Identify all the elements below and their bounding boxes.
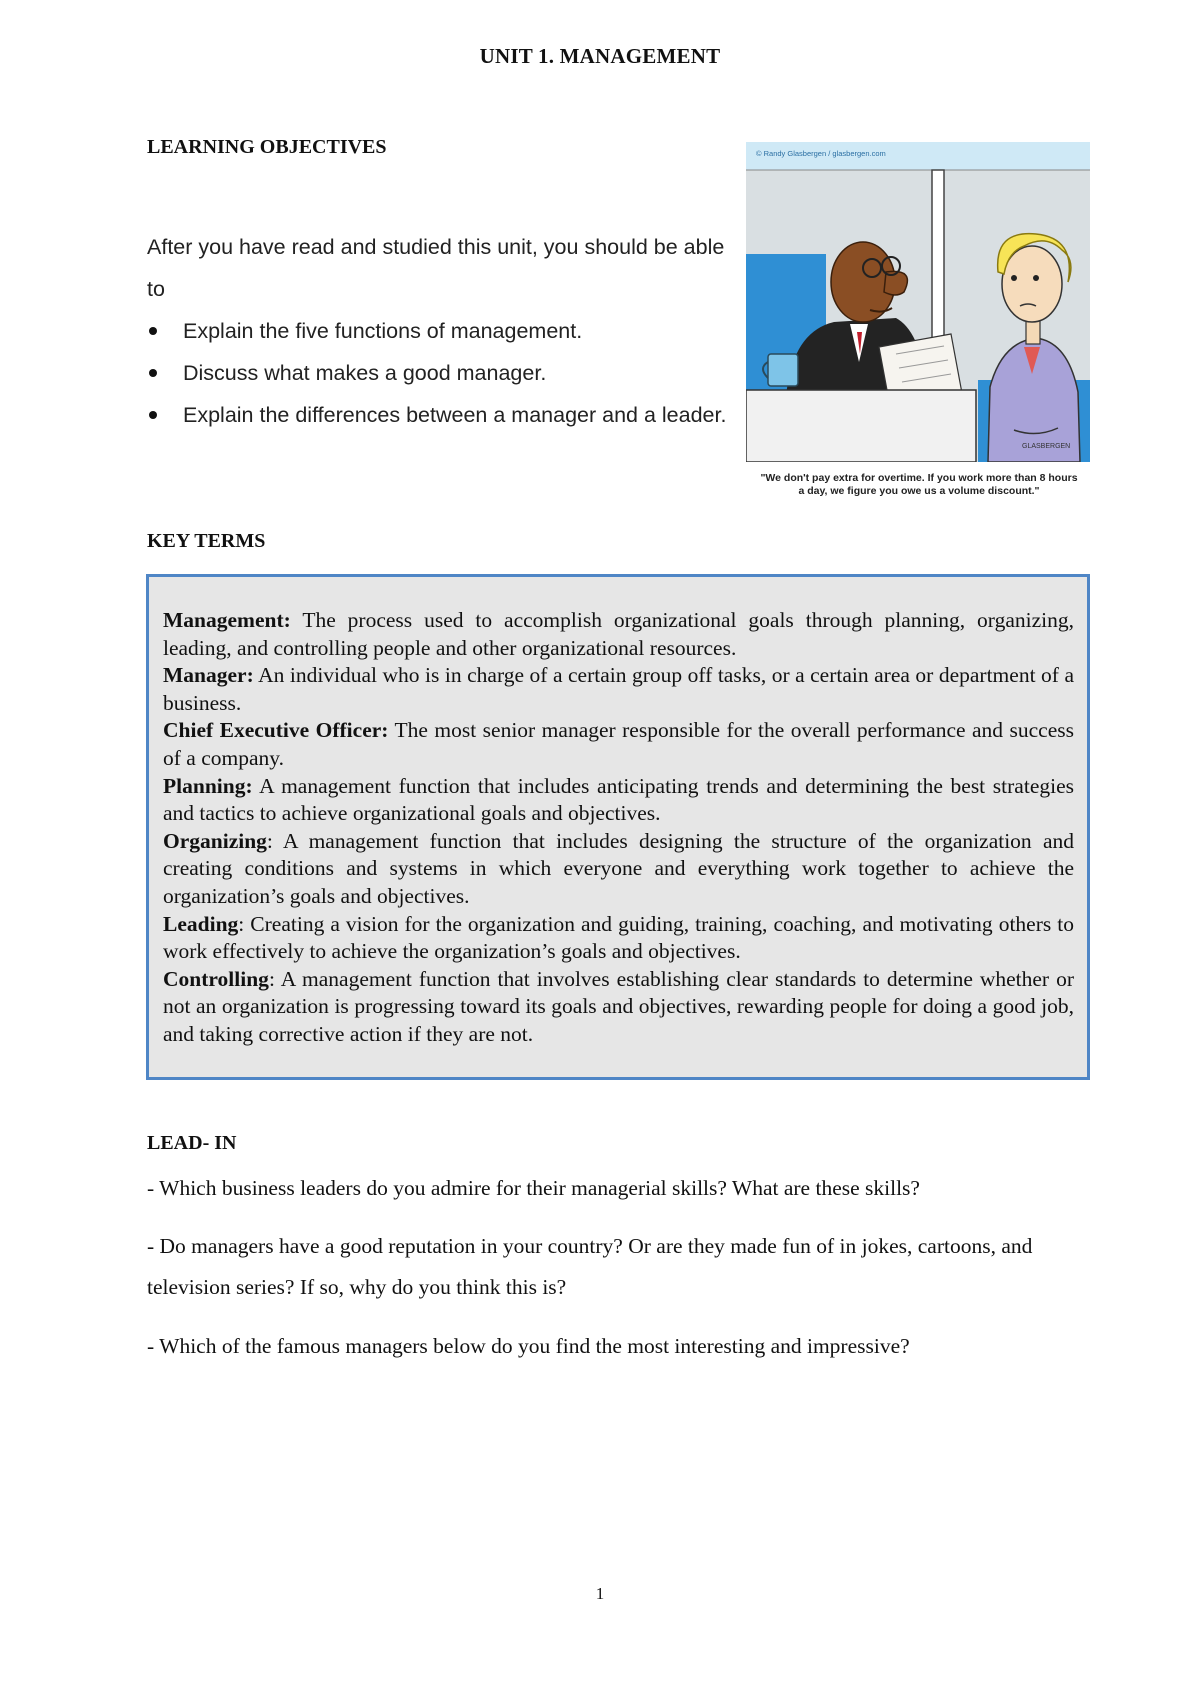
lead-in-question: - Do managers have a good reputation in your country? Or are they made fun of in jokes, cartoons, and television series? If so, why do you think this is? [147, 1234, 1033, 1299]
term-entry-leading [163, 911, 1074, 966]
term-entry-management [163, 607, 1074, 662]
term-label: Management: [163, 608, 291, 632]
lead-in-question: - Which of the famous managers below do you find the most interesting and impressive? [147, 1334, 910, 1358]
term-definition: The process used to accomplish organizational goals through planning, organizing, leading, and controlling people and other organizational resources. [163, 608, 1074, 660]
objectives-intro: After you have read and studied this unit, you should be able to [147, 235, 725, 301]
objective-item: Explain the five functions of management. [147, 310, 727, 352]
term-label: Controlling [163, 966, 269, 991]
lead-in-question: - Which business leaders do you admire for their managerial skills? What are these skills? [147, 1176, 920, 1200]
learning-objectives [147, 226, 727, 436]
objective-item: Explain the differences between a manager and a leader. [147, 394, 727, 436]
term-label: Organizing [163, 828, 267, 853]
cartoon-caption: "We don't pay extra for overtime. If you work more than 8 hours a day, we figure you owe us a volume discount." [760, 472, 1078, 497]
cartoon-signature: GLASBERGEN [1022, 443, 1071, 450]
term-label: Chief Executive Officer: [163, 718, 389, 743]
objective-item: Discuss what makes a good manager. [147, 352, 727, 394]
lead-in-heading: LEAD- IN [147, 1132, 237, 1154]
term-definition: An individual who is in charge of a certain group off tasks, or a certain area or department of a business. [163, 663, 1074, 715]
objectives-list [147, 310, 727, 436]
term-entry-organizing [163, 828, 1074, 911]
term-definition: : A management function that includes designing the structure of the organization and creating conditions and systems in which everyone and everything work together to achieve the organization’s goals and objectives. [163, 828, 1074, 908]
page-title: UNIT 1. MANAGEMENT [479, 44, 721, 68]
term-definition: : Creating a vision for the organization and guiding, training, coaching, and motivating others to work effectively to achieve the organization’s goals and objectives. [163, 911, 1074, 964]
term-label: Leading [163, 911, 239, 936]
key-terms-heading: KEY TERMS [147, 530, 266, 552]
learning-objectives-heading: LEARNING OBJECTIVES [147, 136, 387, 158]
cartoon-image [746, 142, 1090, 462]
term-entry-manager [163, 662, 1074, 717]
cartoon-illustration [746, 142, 1090, 462]
term-entry-controlling [163, 966, 1074, 1049]
term-entry-planning [163, 773, 1074, 828]
term-definition: The most senior manager responsible for the overall performance and success of a company. [163, 718, 1074, 770]
key-terms-box [146, 574, 1090, 1080]
term-definition: A management function that includes anticipating trends and determining the best strategies and tactics to achieve organizational goals and objectives. [163, 773, 1074, 826]
cartoon-copyright: © Randy Glasbergen / glasbergen.com [756, 149, 886, 158]
page-number: 1 [595, 1584, 605, 1603]
term-label: Manager: [163, 663, 254, 688]
term-definition: : A management function that involves establishing clear standards to determine whether or not an organization is progressing toward its goals and objectives, rewarding people for doing a good job, and taking corrective action if they are not. [163, 966, 1074, 1046]
term-label: Planning: [163, 773, 253, 798]
term-entry-ceo [163, 717, 1074, 772]
